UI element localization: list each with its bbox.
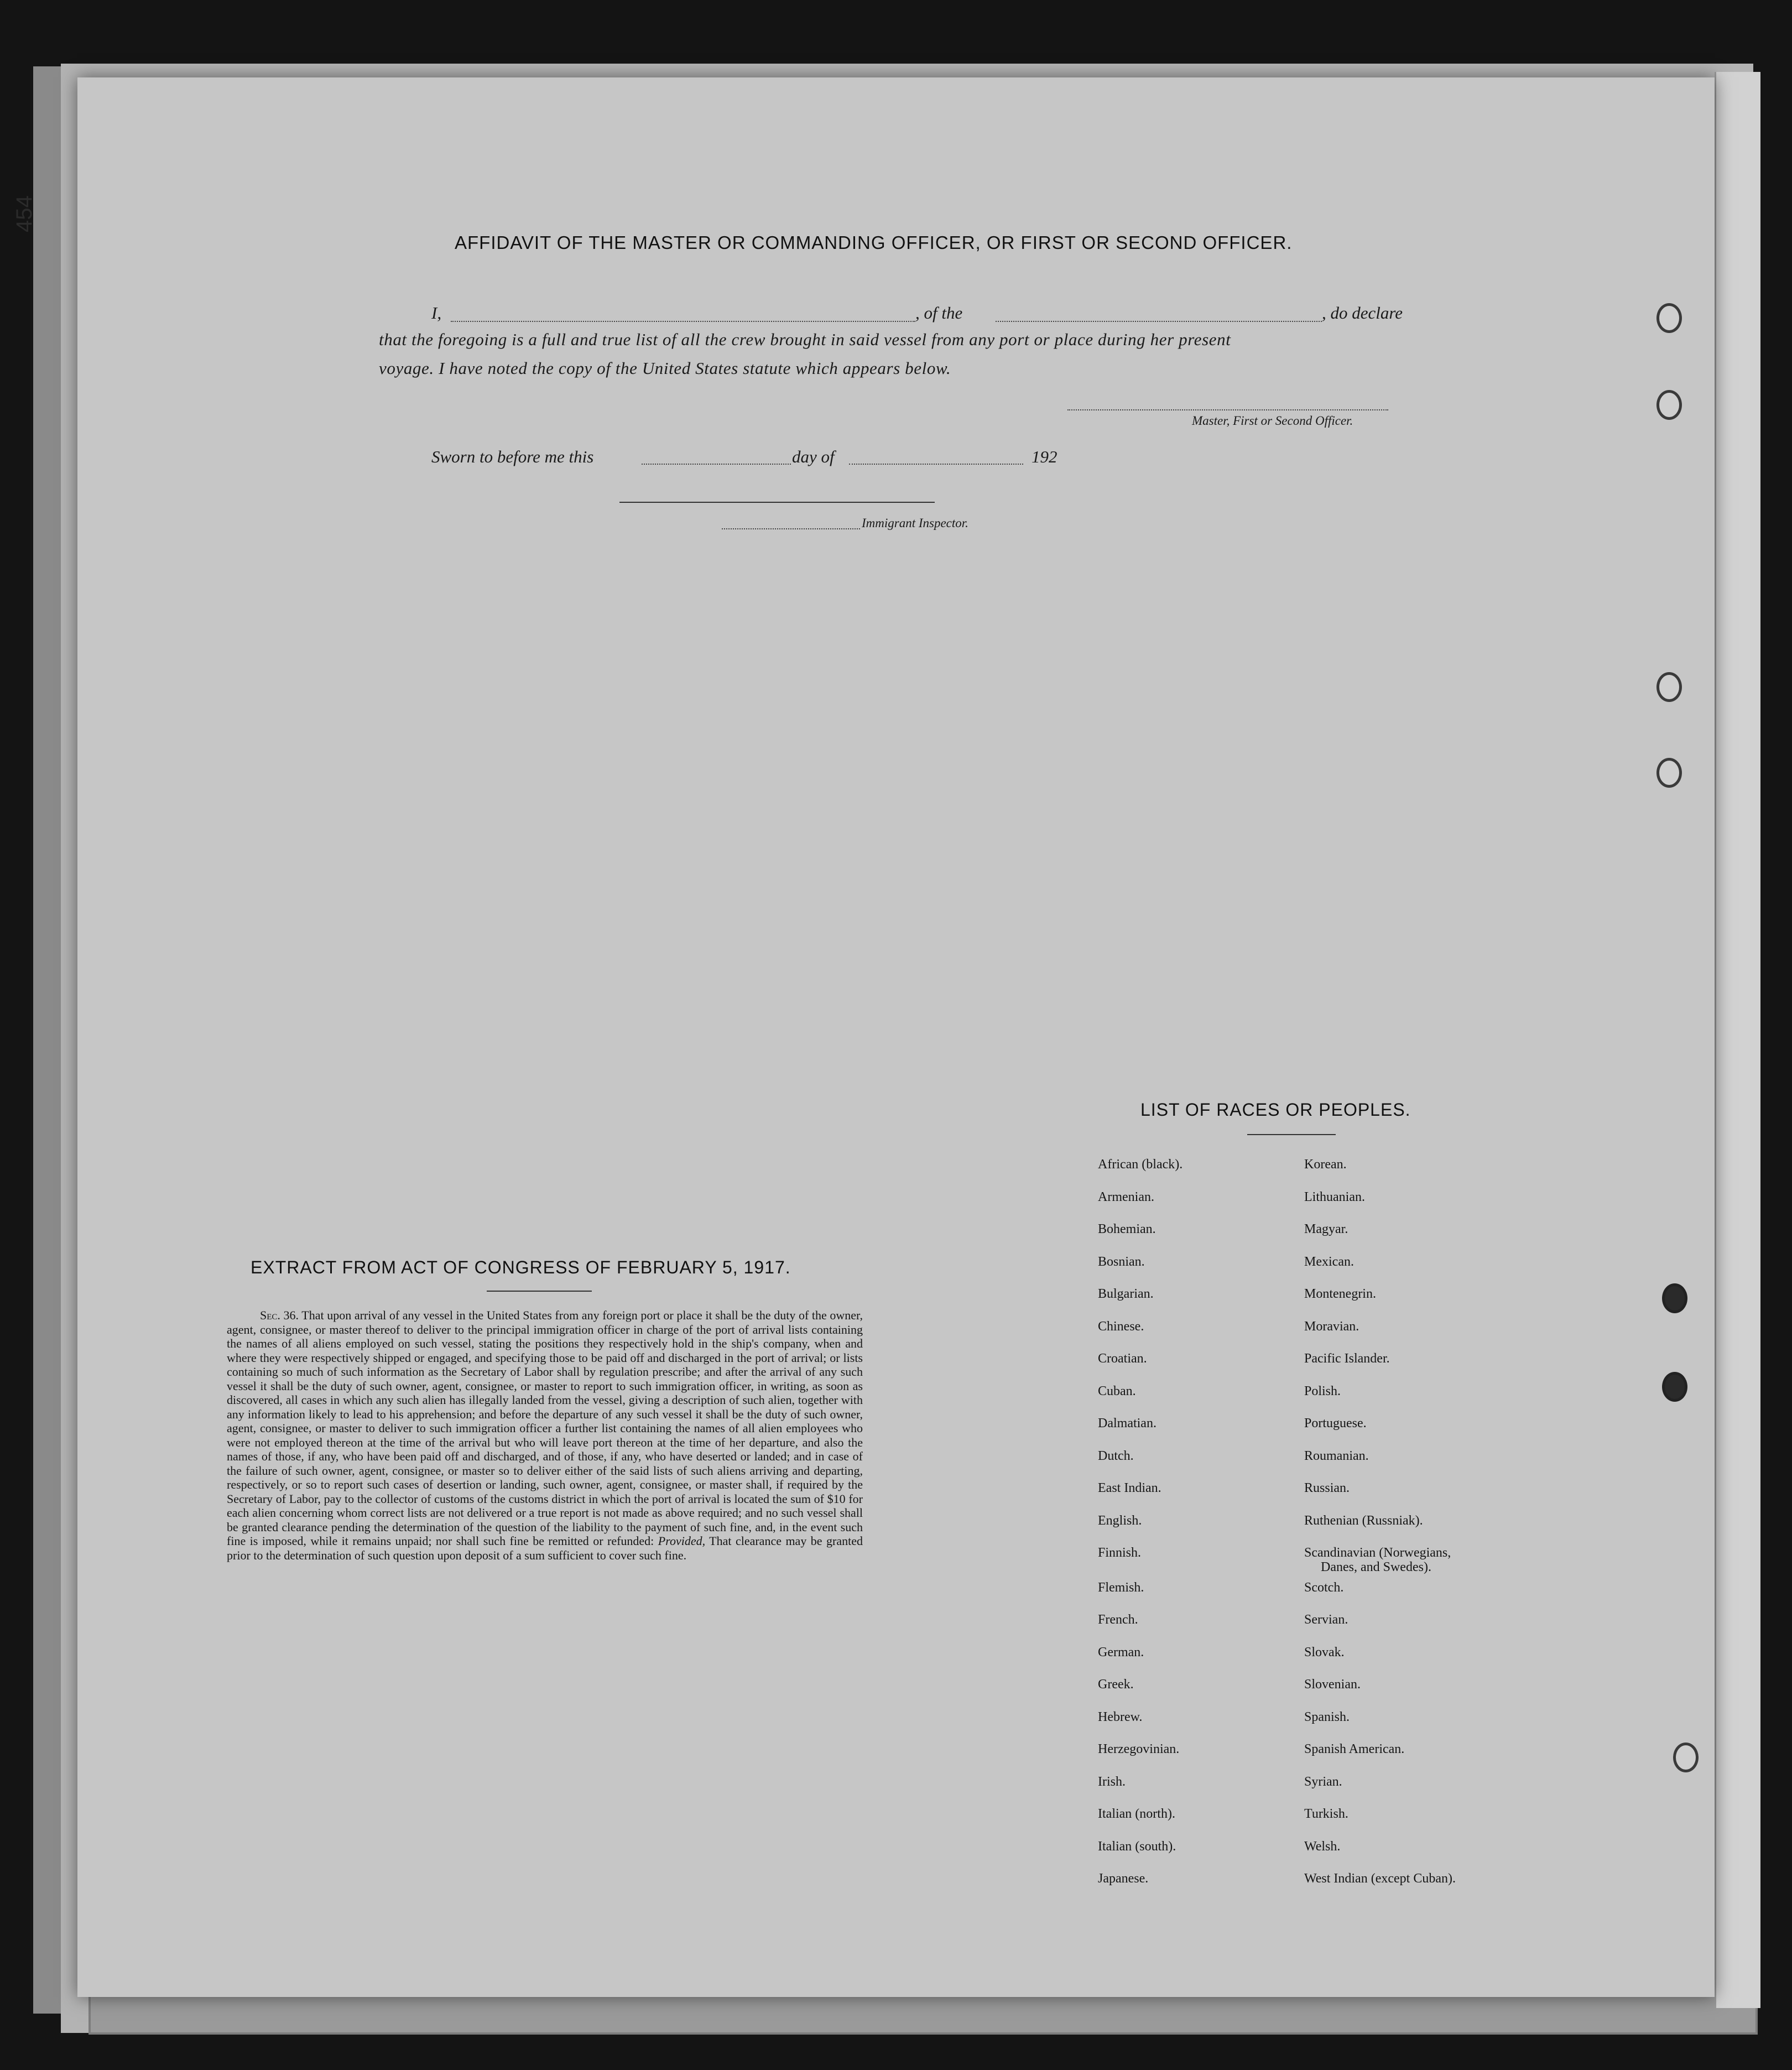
race-item: Italian (north).	[1098, 1807, 1175, 1821]
sworn-year: 192	[1032, 447, 1058, 466]
races-heading-rule	[1247, 1134, 1336, 1135]
signer-label: Master, First or Second Officer.	[1192, 414, 1353, 428]
proviso-text: That clearance may be granted prior to the determination of such question upon deposit of a sum sufficient to cover such fine.	[227, 1534, 863, 1562]
race-item: Finnish.	[1098, 1546, 1142, 1560]
race-item: Korean.	[1304, 1157, 1347, 1172]
section-label: Sec. 36.	[260, 1308, 299, 1322]
race-item: Syrian.	[1304, 1774, 1342, 1789]
race-item: Pacific Islander.	[1304, 1351, 1390, 1366]
inspector-label: Immigrant Inspector.	[862, 516, 968, 530]
binder-hole-icon	[1673, 1743, 1699, 1772]
race-item-continuation: Danes, and Swedes).	[1321, 1560, 1431, 1574]
race-item: African (black).	[1098, 1157, 1183, 1172]
inspector-name-line	[722, 528, 860, 529]
race-item: English.	[1098, 1513, 1142, 1528]
page-edge-stack	[1715, 72, 1760, 2008]
affidavit-i: I,	[431, 303, 442, 323]
race-item: Japanese.	[1098, 1871, 1149, 1886]
binder-hole-icon	[1662, 1372, 1687, 1402]
race-item: Turkish.	[1304, 1807, 1348, 1821]
binder-hole-icon	[1656, 758, 1682, 788]
binder-hole-icon	[1656, 303, 1682, 333]
race-item: Ruthenian (Russniak).	[1304, 1513, 1423, 1528]
race-item: Spanish American.	[1304, 1742, 1405, 1756]
margin-number: 454	[12, 195, 37, 232]
race-item: Moravian.	[1304, 1319, 1359, 1334]
race-item: Magyar.	[1304, 1222, 1348, 1236]
race-item: Armenian.	[1098, 1189, 1154, 1204]
race-item: Dutch.	[1098, 1448, 1134, 1463]
sworn-prefix: Sworn to before me this	[431, 447, 594, 466]
binder-hole-icon	[1656, 672, 1682, 702]
races-heading: LIST OF RACES OR PEOPLES.	[1140, 1100, 1411, 1120]
section-body: That upon arrival of any vessel in the United States from any foreign port or place it shall be the duty of the owner, agent, consignee, or master thereof to deliver to the principal immigration officer in charge of the port of arrival lists containing the names of all aliens employed on such vessel, stating the positions they respectively hold in the ship's company, when and where they were respectively shipped or engaged, and specifying those to be paid off and discharged in the port of arrival; or lists containing so much of such information as the Secretary of Labor shall by regulation prescribe; and after the arrival of any such vessel it shall be the duty of such owner, agent, consignee, or master to report to such immigration officer, in writing, as soon as discovered, all cases in which any such alien has illegally landed from the vessel, giving a description of such alien, together with any information likely to lead to his apprehension; and before the departure of any such vessel it shall be the duty of such owner, agent, consignee, or master to deliver to such immigration officer a further list containing the names of all alien employees who were not employed thereon at the time of the arrival but who will leave port thereon at the time of her departure, and also the names of those, if any, who have been paid off and discharged, and of those, if any, who have deserted or landed; and in case of the failure of such owner, agent, consignee, or master so to deliver either of the said lists of such aliens arriving and departing, respectively, or so to report such cases of desertion or landing, such owner, agent, consignee, or master shall, if required by the Secretary of Labor, pay to the collector of customs of the customs district in which the port of arrival is located the sum of $10 for each alien concerning whom correct lists are not delivered or a true report is not made as above required; and no such vessel shall be granted clearance pending the determination of the question of the liability to the payment of such fine, and, in the event such fine is imposed, while it remains unpaid; nor shall such fine be remitted or refunded:	[227, 1308, 863, 1548]
sworn-day-of: day of	[792, 447, 835, 466]
race-item: Scandinavian (Norwegians,	[1304, 1546, 1451, 1560]
race-item: Bosnian.	[1098, 1254, 1145, 1269]
race-item: Slovak.	[1304, 1645, 1345, 1660]
race-item: Portuguese.	[1304, 1416, 1367, 1431]
race-item: Dalmatian.	[1098, 1416, 1157, 1431]
race-item: Irish.	[1098, 1774, 1126, 1789]
race-item: Hebrew.	[1098, 1709, 1143, 1724]
race-item: Spanish.	[1304, 1709, 1350, 1724]
affidavit-of-the: , of the	[915, 303, 963, 323]
race-item: Herzegovinian.	[1098, 1742, 1180, 1756]
race-item: Roumanian.	[1304, 1448, 1369, 1463]
proviso-label: Provided,	[658, 1534, 706, 1548]
signature-line	[1067, 409, 1388, 410]
day-blank-line	[642, 464, 791, 465]
race-item: Bulgarian.	[1098, 1287, 1154, 1301]
affidavit-declare: , do declare	[1322, 303, 1403, 323]
race-item: Polish.	[1304, 1384, 1341, 1398]
race-item: German.	[1098, 1645, 1144, 1660]
binder-hole-icon	[1662, 1283, 1687, 1313]
race-item: East Indian.	[1098, 1481, 1161, 1495]
race-item: Flemish.	[1098, 1580, 1144, 1595]
race-item: Chinese.	[1098, 1319, 1144, 1334]
race-item: Scotch.	[1304, 1580, 1344, 1595]
race-item: West Indian (except Cuban).	[1304, 1871, 1456, 1886]
race-item: French.	[1098, 1613, 1138, 1627]
race-item: Bohemian.	[1098, 1222, 1156, 1236]
race-item: Montenegrin.	[1304, 1287, 1376, 1301]
affidavit-heading: AFFIDAVIT OF THE MASTER OR COMMANDING OFFICER, OR FIRST OR SECOND OFFICER.	[455, 232, 1293, 253]
affidavit-line-2: that the foregoing is a full and true list of all the crew brought in said vessel from any port or place during her present	[379, 330, 1231, 349]
name-blank-line	[451, 321, 915, 322]
vessel-blank-line	[996, 321, 1322, 322]
binder-hole-icon	[1656, 390, 1682, 420]
race-item: Italian (south).	[1098, 1839, 1176, 1854]
race-item: Welsh.	[1304, 1839, 1341, 1854]
statute-text	[227, 1308, 863, 1562]
race-item: Lithuanian.	[1304, 1189, 1365, 1204]
month-blank-line	[849, 464, 1023, 465]
race-item: Slovenian.	[1304, 1677, 1361, 1692]
affidavit-line-3: voyage. I have noted the copy of the United States statute which appears below.	[379, 358, 951, 378]
extract-heading: EXTRACT FROM ACT OF CONGRESS OF FEBRUARY 5, 1917.	[251, 1257, 791, 1277]
race-item: Servian.	[1304, 1613, 1348, 1627]
race-item: Greek.	[1098, 1677, 1134, 1692]
inspector-signature-line	[619, 502, 935, 503]
race-item: Cuban.	[1098, 1384, 1136, 1398]
heading-rule	[487, 1291, 592, 1292]
race-item: Mexican.	[1304, 1254, 1354, 1269]
race-item: Croatian.	[1098, 1351, 1147, 1366]
race-item: Russian.	[1304, 1481, 1350, 1495]
